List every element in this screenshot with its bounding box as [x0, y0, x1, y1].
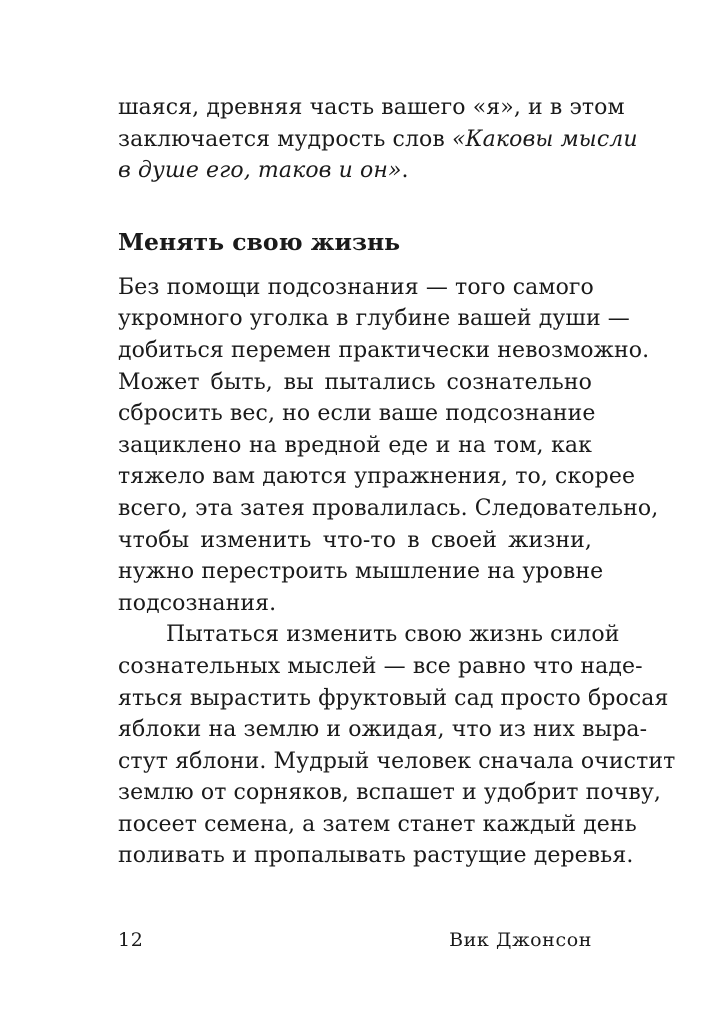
paragraph-line: сознательных мыслей — все равно что наде-	[118, 653, 643, 679]
page-body	[118, 92, 676, 872]
top-paragraph-line	[118, 155, 592, 187]
quote-text: «Каковы мысли	[451, 126, 638, 152]
quote-end-punctuation: .	[401, 158, 409, 184]
paragraph-2	[118, 619, 676, 872]
top-paragraph-line	[118, 124, 638, 156]
paragraph-line: землю от сорняков, вспашет и удобрит почву,	[118, 780, 661, 806]
paragraph-1	[118, 272, 659, 620]
running-author: Вик Джонсон	[449, 929, 592, 951]
paragraph-line: Может быть, вы пытались сознательно	[118, 369, 592, 395]
paragraph-line: укромного уголка в глубине вашей души —	[118, 306, 630, 332]
quote-intro-text: заключается мудрость слов	[118, 126, 452, 152]
top-paragraph-line: шаяся, древняя часть вашего «я», и в этом	[118, 95, 625, 120]
paragraph-line: стут яблони. Мудрый человек сначала очистит	[118, 748, 676, 774]
paragraph-line: Без помощи подсознания — того самого	[118, 274, 594, 300]
paragraph-line: посеет семена, а затем станет каждый день	[118, 811, 637, 837]
paragraph-line: чтобы изменить что-то в своей жизни,	[118, 527, 592, 553]
paragraph-line: всего, эта затея провалилась. Следовательно,	[118, 495, 659, 521]
paragraph-line: яблоки на землю и ожидая, что из них выра-	[118, 717, 648, 743]
paragraph-line: зациклено на вредной еде и на том, как	[118, 432, 592, 458]
paragraph-line: яться вырастить фруктовый сад просто бросая	[118, 685, 669, 711]
paragraph-line: тяжело вам даются упражнения, то, скорее	[118, 464, 636, 490]
paragraph-line: добиться перемен практически невозможно.	[118, 337, 650, 363]
page-number: 12	[118, 929, 144, 951]
top-paragraph	[118, 92, 638, 187]
paragraph-line: поливать и пропалывать растущие деревья.	[118, 843, 634, 869]
quote-text: в душе его, таков и он»	[118, 158, 402, 184]
paragraph-line: сбросить вес, но если ваше подсознание	[118, 401, 596, 427]
page-footer	[118, 928, 592, 952]
section-heading: Менять свою жизнь	[118, 227, 401, 256]
paragraph-line: Пытаться изменить свою жизнь силой	[166, 622, 620, 648]
paragraph-line: подсознания.	[118, 590, 277, 616]
paragraph-line: нужно перестроить мышление на уровне	[118, 559, 604, 585]
